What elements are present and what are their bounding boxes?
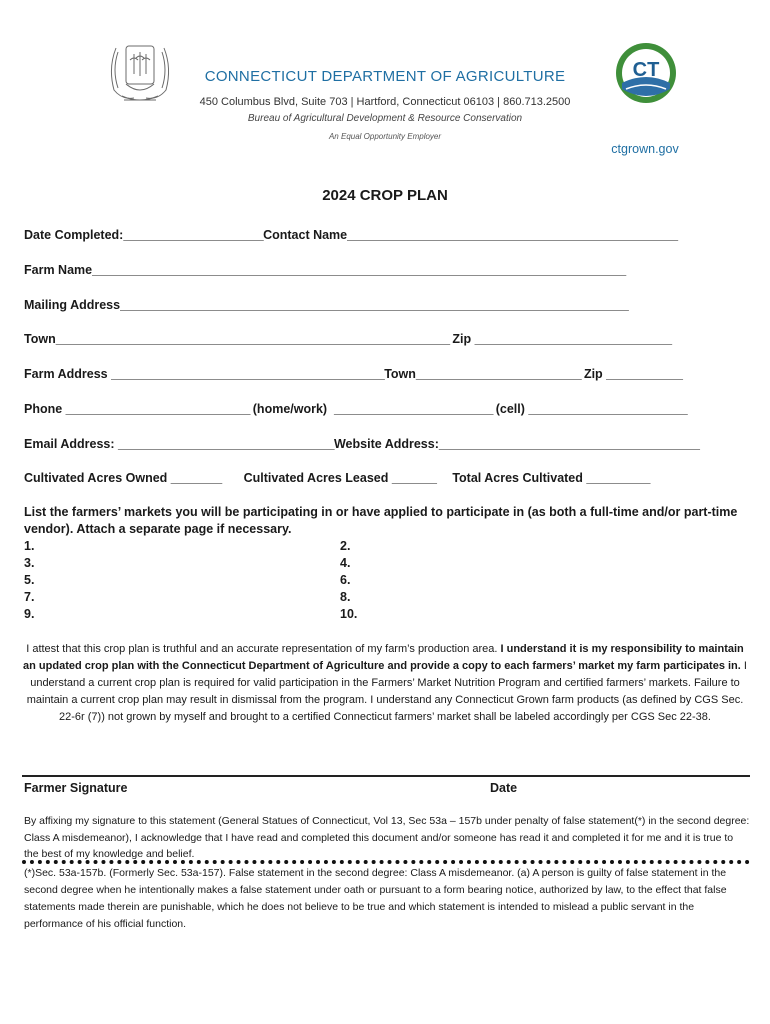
signature-acknowledgement: By affixing my signature to this statement (General Statues of Connecticut, Vol 13, Sec 53a – 157b under penalty of false statement(*) in the second degree: Class A misdemeanor), I acknowledge that I have read and completed this document and/or someone has read it and completed it for me and it is true to the best of my knowledge and belief. xyxy=(24,815,750,860)
farmer-signature-label: Farmer Signature xyxy=(24,781,128,795)
farm-name-field[interactable]: ____________________________________________________________________________________ xyxy=(92,263,626,277)
email-field[interactable]: __________________________________ xyxy=(118,437,334,451)
row-acres xyxy=(24,471,650,485)
mailing-address-field[interactable]: ________________________________________________________________________________ xyxy=(120,298,629,312)
contact-name-field[interactable]: ____________________________________________________ xyxy=(347,228,678,242)
mailing-address-label: Mailing Address xyxy=(24,298,121,312)
ct-logo-text: CT xyxy=(632,59,660,81)
extra-phone-field[interactable]: _________________________ xyxy=(528,402,688,416)
website-label: Website Address: xyxy=(333,437,439,451)
signature-date-label: Date xyxy=(490,781,518,795)
dotted-divider xyxy=(22,860,750,864)
acres-leased-label: Cultivated Acres Leased xyxy=(243,471,392,485)
department-address: 450 Columbus Blvd, Suite 703 | Hartford, Connecticut 06103 | 860.713.2500 xyxy=(199,96,571,108)
phone-label: Phone xyxy=(24,402,66,416)
signature-line[interactable] xyxy=(22,775,750,777)
market-item: 3. xyxy=(24,556,35,570)
farm-zip-field[interactable]: ____________ xyxy=(606,367,683,381)
markets-instruction: List the farmers’ markets you will be participating in or have applied to participate in (as both a full-time and/or part-time vendor). Attach a separate page if necessary. xyxy=(24,505,738,536)
farm-town-label: Town xyxy=(384,367,416,381)
market-item: 4. xyxy=(340,556,351,570)
town-label: Town xyxy=(24,332,56,346)
cell-label: (cell) xyxy=(495,402,529,416)
row-phone xyxy=(24,402,687,416)
zip-label: Zip xyxy=(452,332,475,346)
market-item: 2. xyxy=(340,539,351,553)
zip-field[interactable]: _______________________________ xyxy=(474,332,672,346)
department-title: CONNECTICUT DEPARTMENT OF AGRICULTURE xyxy=(204,68,566,85)
market-item: 9. xyxy=(24,607,35,621)
date-completed-field[interactable]: ______________________ xyxy=(123,228,264,242)
farm-address-label: Farm Address xyxy=(24,367,112,381)
total-acres-label: Total Acres Cultivated xyxy=(452,471,587,485)
bureau-name: Bureau of Agricultural Development & Resource Conservation xyxy=(247,113,523,124)
ct-grown-logo xyxy=(614,41,678,105)
acres-owned-label: Cultivated Acres Owned xyxy=(24,471,171,485)
row-email-website xyxy=(24,437,699,451)
row-mailing-address xyxy=(24,298,628,312)
attestation-bold-text: I understand it is my responsibility to maintain an updated crop plan with the Connecticut Department of Agriculture and provide a copy to each farmers’ market my farm participates in. xyxy=(23,643,744,672)
attestation-text: I attest that this crop plan is truthful and an accurate representation of my farm’s production area. xyxy=(26,643,501,655)
home-work-label: (home/work) xyxy=(252,402,335,416)
attestation-statement xyxy=(20,641,750,726)
equal-opportunity-note: An Equal Opportunity Employer xyxy=(328,132,442,141)
town-field[interactable]: ______________________________________________________________ xyxy=(55,332,453,346)
farm-town-field[interactable]: __________________________ xyxy=(415,367,584,381)
statute-text: (*)Sec. 53a-157b. (Formerly Sec. 53a-157). False statement in the second degree: Class A misdemeanor. (a) A person is guilty of false statement in the second degree when he intentionally makes a false statement under oath or pursuant to a form bearing notice, authorized by law, to the effect that false statements made therein are punishable, which he does not believe to be true and which statement is intended to mislead a public servant in the performance of his official function. xyxy=(24,867,727,930)
form-title: 2024 CROP PLAN xyxy=(322,187,448,204)
farm-name-label: Farm Name xyxy=(24,263,93,277)
date-completed-label: Date Completed: xyxy=(24,228,124,242)
market-item: 10. xyxy=(340,607,358,621)
market-item: 5. xyxy=(24,573,35,587)
row-date-contact xyxy=(24,228,677,242)
contact-name-label: Contact Name xyxy=(263,228,348,242)
market-item: 6. xyxy=(340,573,351,587)
total-acres-field[interactable]: __________ xyxy=(586,471,650,485)
acres-leased-field[interactable]: _______ xyxy=(391,471,437,485)
attestation-text-continued: I understand a current crop plan is required for valid participation in the Farmers’ Market Nutrition Program and certified farmers’ markets. Failure to maintain a current crop plan may result in dismissal from the program. I understand any Connecticut Grown farm products (as defined by CGS Sec. 22-6r (7)) not grown by myself and brought to a certified Connecticut farmers’ market shall be labeled accordingly per CGS Sec 22-38. xyxy=(26,660,747,723)
ct-grown-website[interactable]: ctgrown.gov xyxy=(611,142,679,156)
acres-owned-field[interactable]: ________ xyxy=(170,471,222,485)
market-item: 1. xyxy=(24,539,35,553)
cell-phone-field[interactable]: _________________________ xyxy=(334,402,496,416)
row-town-zip xyxy=(24,332,672,346)
farm-zip-label: Zip xyxy=(583,367,607,381)
market-item: 7. xyxy=(24,590,35,604)
website-field[interactable]: _________________________________________ xyxy=(438,437,700,451)
row-farm-address xyxy=(24,367,682,381)
farm-address-field[interactable]: ___________________________________________ xyxy=(111,367,385,381)
email-label: Email Address: xyxy=(24,437,119,451)
phone-field[interactable]: _____________________________ xyxy=(65,402,253,416)
market-item: 8. xyxy=(340,590,351,604)
row-farm-name xyxy=(24,263,626,277)
